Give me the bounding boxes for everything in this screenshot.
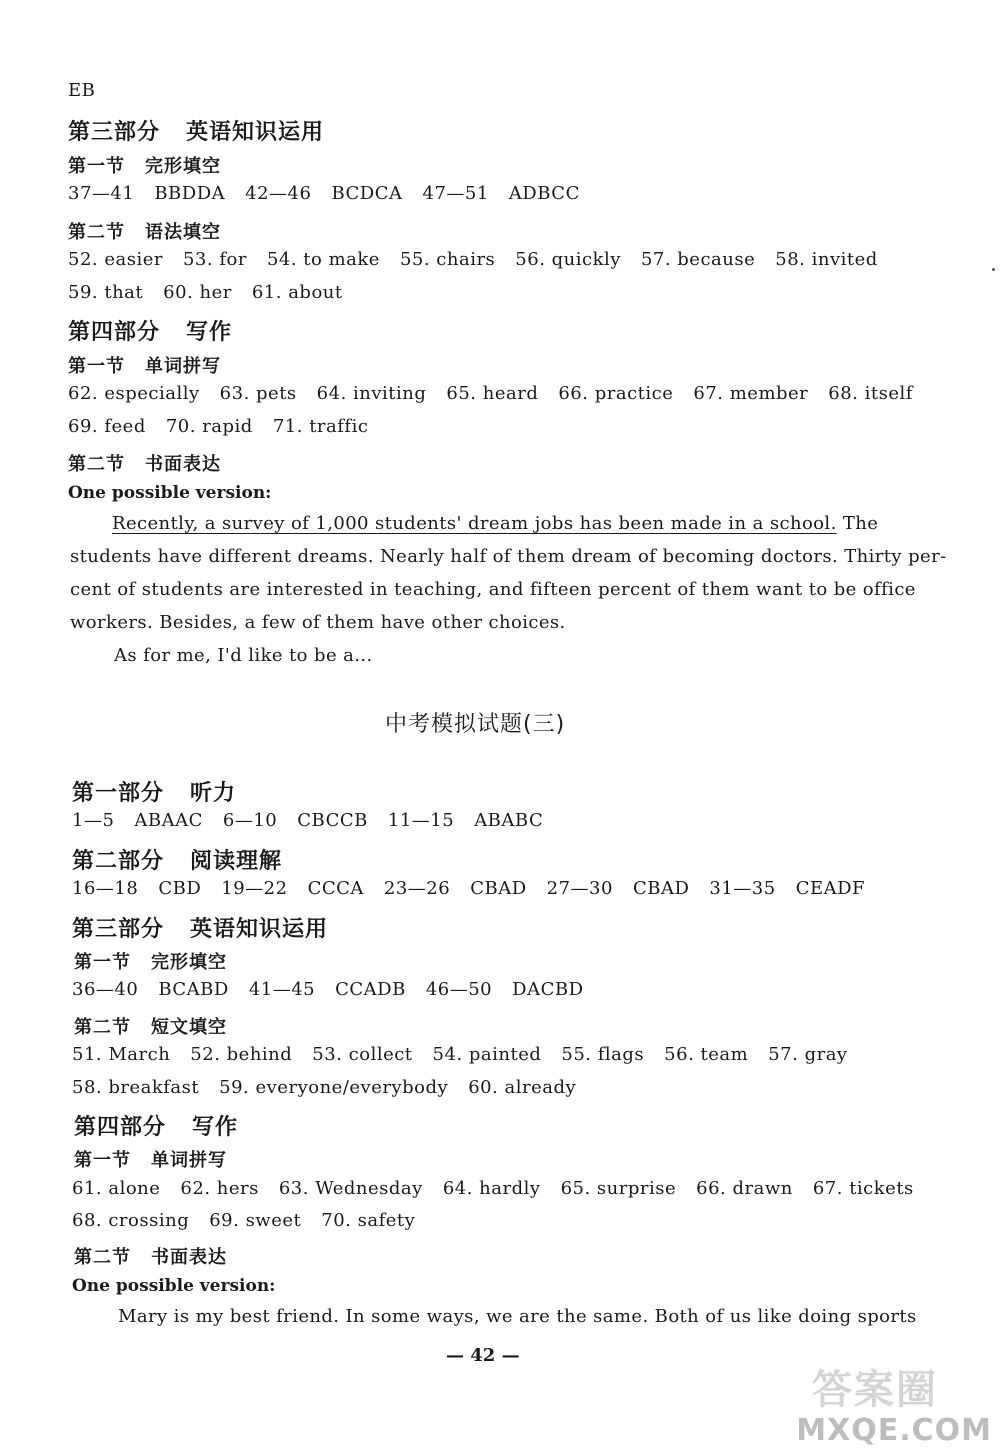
- answer-line: [72, 1077, 596, 1098]
- version-label: One possible version:: [68, 483, 272, 503]
- answer-item: BCABD: [158, 979, 229, 1000]
- answer-item: BCDCA: [331, 183, 403, 204]
- answer-item: 62. hers: [180, 1178, 259, 1199]
- answer-line: [72, 878, 885, 899]
- answer-item: 59. that: [68, 282, 144, 303]
- essay-line: workers. Besides, a few of them have other choices.: [70, 612, 566, 633]
- answer-item: 41—45: [248, 979, 316, 1000]
- answer-item: 71. traffic: [272, 416, 369, 437]
- answer-item: 61. alone: [72, 1178, 161, 1199]
- answer-item: ABABC: [474, 810, 544, 831]
- answer-line: [68, 183, 600, 204]
- answer-line: [68, 282, 363, 303]
- section-heading: 第二节 书面表达: [74, 1247, 227, 1268]
- part-heading: 第四部分 写作: [74, 1115, 239, 1140]
- essay-line: Recently, a survey of 1,000 students' dream jobs has been made in a school. The: [112, 513, 879, 534]
- answer-item: 63. Wednesday: [278, 1178, 423, 1199]
- essay-line: Mary is my best friend. In some ways, we are the same. Both of us like doing sports: [118, 1306, 917, 1327]
- scan-speck: [992, 268, 995, 271]
- answer-item: 1—5: [72, 810, 115, 831]
- answer-item: 55. flags: [561, 1044, 645, 1065]
- answer-line: [72, 979, 604, 1000]
- lead-answer: EB: [68, 80, 96, 101]
- answer-line: [68, 383, 933, 404]
- essay-underlined-sentence: Recently, a survey of 1,000 students' dream jobs has been made in a school.: [112, 513, 837, 534]
- answer-item: BBDDA: [154, 183, 226, 204]
- essay-line: cent of students are interested in teaching, and fifteen percent of them want to be office: [70, 579, 916, 600]
- answer-item: 57. gray: [768, 1044, 848, 1065]
- section-heading: 第一节 完形填空: [74, 952, 227, 973]
- answer-line: [72, 1178, 934, 1199]
- answer-line: [68, 416, 388, 437]
- answer-item: 70. safety: [321, 1210, 416, 1231]
- part-heading: 第一部分 听力: [72, 781, 237, 806]
- answer-item: 69. feed: [68, 416, 146, 437]
- answer-item: CEADF: [795, 878, 866, 899]
- answer-item: 59. everyone/everybody: [219, 1077, 449, 1098]
- answer-item: 11—15: [387, 810, 455, 831]
- section-heading: 第一节 单词拼写: [74, 1150, 227, 1171]
- answer-item: 67. tickets: [812, 1178, 914, 1199]
- answer-item: 19—22: [221, 878, 288, 899]
- answer-item: DACBD: [512, 979, 584, 1000]
- answer-line: [72, 1044, 868, 1065]
- answer-item: 67. member: [693, 383, 809, 404]
- answer-item: CCCA: [307, 878, 364, 899]
- part-heading: 第三部分 英语知识运用: [72, 917, 329, 942]
- answer-item: 70. rapid: [165, 416, 253, 437]
- essay-line: students have different dreams. Nearly half of them dream of becoming doctors. Thirty per-: [70, 546, 947, 567]
- answer-line: [72, 810, 563, 831]
- section-heading: 第一节 完形填空: [68, 156, 221, 177]
- answer-item: 65. surprise: [560, 1178, 677, 1199]
- exam-title: 中考模拟试题(三): [385, 712, 566, 737]
- answer-item: 37—41: [68, 183, 135, 204]
- answer-item: 60. her: [163, 282, 232, 303]
- answer-item: 68. itself: [828, 383, 913, 404]
- answer-item: 68. crossing: [72, 1210, 190, 1231]
- answer-item: 58. invited: [775, 249, 878, 270]
- answer-item: 23—26: [383, 878, 451, 899]
- answer-item: 47—51: [422, 183, 489, 204]
- answer-item: 64. hardly: [442, 1178, 541, 1199]
- page-number: — 42 —: [446, 1345, 520, 1366]
- answer-item: 52. easier: [68, 249, 163, 270]
- answer-item: ABAAC: [134, 810, 203, 831]
- answer-item: 54. painted: [432, 1044, 542, 1065]
- answer-item: 53. collect: [312, 1044, 413, 1065]
- answer-item: CCADB: [335, 979, 406, 1000]
- answer-item: 64. inviting: [316, 383, 427, 404]
- answer-item: 46—50: [425, 979, 493, 1000]
- answer-item: 57. because: [640, 249, 756, 270]
- answer-item: 60. already: [468, 1077, 577, 1098]
- answer-item: 16—18: [72, 878, 139, 899]
- part-heading: 第三部分 英语知识运用: [68, 120, 325, 145]
- answer-item: 31—35: [709, 878, 776, 899]
- answer-item: 61. about: [251, 282, 343, 303]
- answer-line: [68, 249, 898, 270]
- watermark: [742, 1356, 992, 1448]
- answer-item: 42—46: [245, 183, 312, 204]
- section-heading: 第二节 书面表达: [68, 454, 221, 475]
- answer-item: 56. quickly: [515, 249, 621, 270]
- answer-item: CBD: [158, 878, 202, 899]
- answer-item: 6—10: [222, 810, 278, 831]
- answer-item: CBCCB: [297, 810, 368, 831]
- part-heading: 第四部分 写作: [68, 320, 233, 345]
- essay-line: As for me, I'd like to be a...: [114, 645, 373, 666]
- answer-item: 55. chairs: [399, 249, 496, 270]
- answer-item: 69. sweet: [209, 1210, 302, 1231]
- answer-item: 52. behind: [190, 1044, 293, 1065]
- answer-item: 56. team: [664, 1044, 749, 1065]
- answer-item: 66. practice: [558, 383, 674, 404]
- part-heading: 第二部分 阅读理解: [72, 849, 283, 874]
- section-heading: 第二节 语法填空: [68, 222, 221, 243]
- answer-item: 65. heard: [446, 383, 539, 404]
- answer-item: ADBCC: [508, 183, 580, 204]
- answer-item: CBAD: [632, 878, 690, 899]
- answer-item: CBAD: [470, 878, 527, 899]
- answer-line: [72, 1210, 435, 1231]
- section-heading: 第二节 短文填空: [74, 1017, 227, 1038]
- answer-item: 58. breakfast: [72, 1077, 200, 1098]
- answer-item: 66. drawn: [696, 1178, 793, 1199]
- answer-item: 36—40: [72, 979, 139, 1000]
- answer-item: 27—30: [546, 878, 613, 899]
- answer-item: 54. to make: [266, 249, 380, 270]
- section-heading: 第一节 单词拼写: [68, 356, 221, 377]
- watermark-logo: 答案圈: [812, 1367, 938, 1413]
- answer-item: 62. especially: [68, 383, 200, 404]
- version-label: One possible version:: [72, 1276, 276, 1296]
- answer-item: 63. pets: [219, 383, 297, 404]
- watermark-site: MXQE.COM: [796, 1413, 992, 1448]
- answer-item: 51. March: [72, 1044, 171, 1065]
- answer-item: 53. for: [182, 249, 247, 270]
